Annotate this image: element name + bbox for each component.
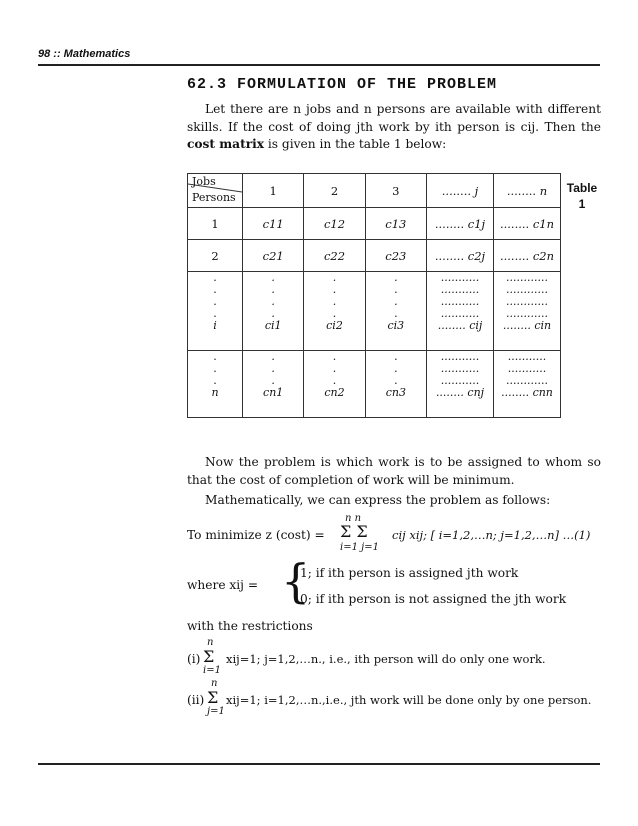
intro-text: Let there are n jobs and n persons are available with different skills. If the cost of doing jth work by ith person is cij. Then the	[187, 102, 601, 134]
row-label: . . . . i	[188, 272, 243, 351]
table-cell: ........ c2n	[494, 240, 561, 272]
corner-cell	[188, 174, 243, 208]
cost-matrix-term: cost matrix	[187, 137, 265, 151]
table-cell: c12	[304, 208, 365, 240]
col-header: ........ j	[427, 174, 494, 208]
running-head: 98 :: Mathematics	[38, 48, 131, 60]
where-lead: where xij =	[187, 578, 259, 592]
problem-paragraph: Now the problem is which work is to be assigned to whom so that the cost of completion of work will be minimum.	[187, 455, 601, 487]
restriction-1-lower: i=1	[203, 665, 221, 676]
cost-matrix-table	[187, 173, 561, 418]
row-label: 1	[188, 208, 243, 240]
table-cell: c11	[243, 208, 304, 240]
restriction-2-lower: j=1	[207, 706, 225, 717]
intro-paragraph	[187, 101, 601, 154]
table-cell: ............ ............ ............ ............ ........ cin	[494, 272, 561, 351]
table-cell: c21	[243, 240, 304, 272]
table-header-row	[188, 174, 561, 208]
table-cell: . . . cn1	[243, 351, 304, 418]
section-title: 62.3 FORMULATION OF THE PROBLEM	[187, 76, 498, 93]
bottom-rule	[38, 763, 600, 765]
table-cell: ........ c1j	[427, 208, 494, 240]
jobs-label: Jobs	[192, 175, 216, 188]
table-cell: c23	[365, 240, 426, 272]
table-cell: c22	[304, 240, 365, 272]
table-cell: . . . cn3	[365, 351, 426, 418]
where-case-1: 1; if ith person is assigned jth work	[300, 566, 519, 580]
sigma-icon: Σ Σ	[340, 522, 368, 541]
restriction-2-upper: n	[211, 678, 218, 689]
table-cell: . . . cn2	[304, 351, 365, 418]
col-header: ........ n	[494, 174, 561, 208]
math-intro-paragraph: Mathematically, we can express the problem as follows:	[205, 493, 551, 507]
col-header: 3	[365, 174, 426, 208]
objective-lead: To minimize z (cost) =	[187, 528, 325, 542]
table-row	[188, 272, 561, 351]
intro-text-end: is given in the table 1 below:	[264, 137, 447, 151]
col-header: 1	[243, 174, 304, 208]
sum-upper-limits: n n	[345, 513, 362, 524]
table-cell: ........ c2j	[427, 240, 494, 272]
left-brace-icon: {	[281, 554, 311, 608]
top-rule	[38, 64, 600, 66]
table-cell: c13	[365, 208, 426, 240]
table-row	[188, 240, 561, 272]
table-cell: . . . . ci3	[365, 272, 426, 351]
restriction-1-upper: n	[207, 637, 214, 648]
col-header: 2	[304, 174, 365, 208]
table-cell: ........... ........... ........... ........... ........ cij	[427, 272, 494, 351]
sum-lower-limits: i=1 j=1	[340, 542, 379, 553]
table-row	[188, 351, 561, 418]
table-label: Table 1	[566, 181, 598, 211]
restriction-1-text: xij=1; j=1,2,…n., i.e., ith person will do only one work.	[226, 652, 546, 666]
restriction-1-prefix: (i)	[187, 652, 201, 666]
restriction-2-prefix: (ii)	[187, 693, 205, 707]
row-label: 2	[188, 240, 243, 272]
row-label: . . . n	[188, 351, 243, 418]
restrictions-label: with the restrictions	[187, 619, 313, 633]
table-cell: . . . . ci1	[243, 272, 304, 351]
objective-terms: cij xij; [ i=1,2,…n; j=1,2,…n] …(1)	[392, 528, 591, 542]
table-row	[188, 208, 561, 240]
sigma-icon: Σ	[207, 688, 219, 707]
content-column	[187, 76, 601, 154]
sigma-icon: Σ	[203, 647, 215, 666]
table-cell: . . . . ci2	[304, 272, 365, 351]
where-case-2: 0; if ith person is not assigned the jth work	[300, 592, 567, 606]
table-cell: ........ c1n	[494, 208, 561, 240]
persons-label: Persons	[192, 191, 236, 204]
table-cell: ........... ........... ............ ........ cnn	[494, 351, 561, 418]
table-cell: ........... ........... ........... ........ cnj	[427, 351, 494, 418]
restriction-2-text: xij=1; i=1,2,…n.,i.e., jth work will be done only by one person.	[226, 693, 592, 707]
